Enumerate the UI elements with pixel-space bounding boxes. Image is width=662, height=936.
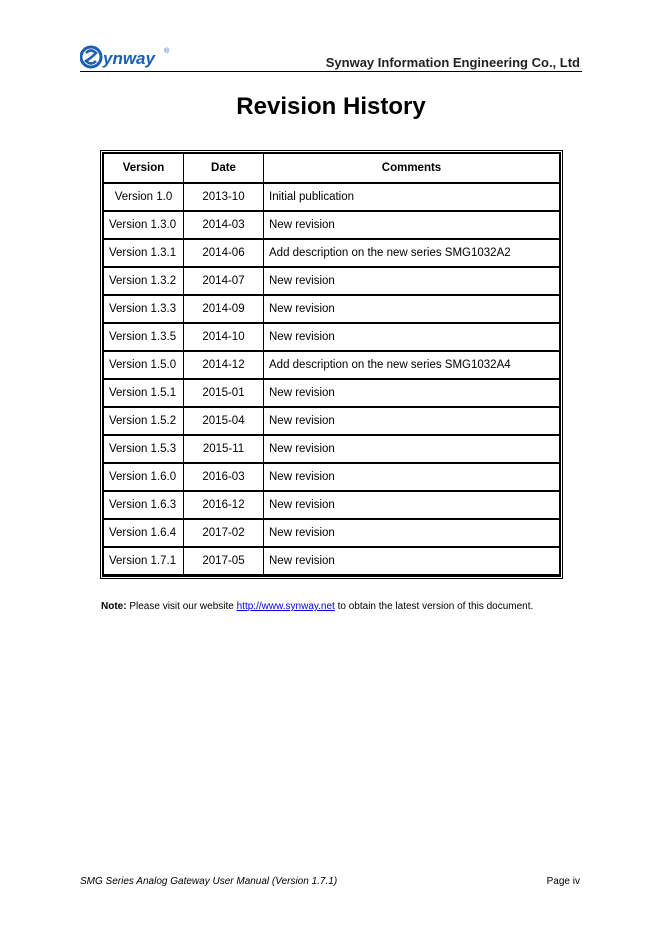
comments-cell: New revision: [264, 323, 560, 351]
table-row: [104, 295, 560, 323]
column-header-date: Date: [184, 154, 264, 183]
date-cell: 2014-10: [184, 323, 264, 351]
version-cell: Version 1.7.1: [104, 547, 184, 575]
comments-cell: Initial publication: [264, 183, 560, 211]
version-cell: Version 1.3.1: [104, 239, 184, 267]
table-row: [104, 351, 560, 379]
footer-document-title: SMG Series Analog Gateway User Manual (Version 1.7.1): [80, 876, 338, 887]
date-cell: 2014-12: [184, 351, 264, 379]
comments-cell: New revision: [264, 407, 560, 435]
table-row: [104, 183, 560, 211]
date-cell: 2014-06: [184, 239, 264, 267]
version-cell: Version 1.3.0: [104, 211, 184, 239]
date-cell: 2015-04: [184, 407, 264, 435]
date-cell: 2016-03: [184, 463, 264, 491]
table-row: [104, 463, 560, 491]
column-header-comments: Comments: [264, 154, 560, 183]
date-cell: 2017-05: [184, 547, 264, 575]
version-cell: Version 1.6.3: [104, 491, 184, 519]
comments-cell: New revision: [264, 491, 560, 519]
table-header-row: [104, 154, 560, 183]
svg-text:®: ®: [164, 48, 170, 55]
comments-cell: Add description on the new series SMG1032A4: [264, 351, 560, 379]
version-cell: Version 1.6.0: [104, 463, 184, 491]
comments-cell: Add description on the new series SMG1032A2: [264, 239, 560, 267]
footer-page-number: Page iv: [546, 876, 580, 887]
table-row: [104, 407, 560, 435]
revision-table: [100, 150, 563, 579]
date-cell: 2017-02: [184, 519, 264, 547]
note-text: [101, 601, 533, 612]
column-header-version: Version: [104, 154, 184, 183]
comments-cell: New revision: [264, 547, 560, 575]
date-cell: 2016-12: [184, 491, 264, 519]
date-cell: 2014-07: [184, 267, 264, 295]
table-row: [104, 547, 560, 575]
date-cell: 2014-09: [184, 295, 264, 323]
version-cell: Version 1.6.4: [104, 519, 184, 547]
svg-text:ynway: ynway: [103, 49, 155, 68]
table-row: [104, 211, 560, 239]
note-label: Note:: [101, 601, 127, 612]
table-row: [104, 239, 560, 267]
version-cell: Version 1.3.5: [104, 323, 184, 351]
page-title: Revision History: [236, 93, 426, 120]
comments-cell: New revision: [264, 295, 560, 323]
table-row: [104, 267, 560, 295]
table-row: [104, 519, 560, 547]
header-divider: [80, 71, 582, 72]
version-cell: Version 1.3.3: [104, 295, 184, 323]
note-after: to obtain the latest version of this document.: [334, 601, 534, 612]
version-cell: Version 1.5.3: [104, 435, 184, 463]
comments-cell: New revision: [264, 463, 560, 491]
note-before: Please visit our website: [126, 601, 237, 612]
website-link[interactable]: http://www.synway.net: [236, 601, 335, 612]
version-cell: Version 1.0: [104, 183, 184, 211]
date-cell: 2013-10: [184, 183, 264, 211]
table-row: [104, 435, 560, 463]
version-cell: Version 1.3.2: [104, 267, 184, 295]
comments-cell: New revision: [264, 435, 560, 463]
date-cell: 2015-01: [184, 379, 264, 407]
date-cell: 2014-03: [184, 211, 264, 239]
comments-cell: New revision: [264, 267, 560, 295]
comments-cell: New revision: [264, 379, 560, 407]
synway-logo: [80, 44, 172, 70]
date-cell: 2015-11: [184, 435, 264, 463]
table-row: [104, 491, 560, 519]
version-cell: Version 1.5.0: [104, 351, 184, 379]
version-cell: Version 1.5.1: [104, 379, 184, 407]
table-row: [104, 379, 560, 407]
company-name: Synway Information Engineering Co., Ltd: [325, 55, 580, 70]
comments-cell: New revision: [264, 519, 560, 547]
comments-cell: New revision: [264, 211, 560, 239]
version-cell: Version 1.5.2: [104, 407, 184, 435]
table-row: [104, 323, 560, 351]
